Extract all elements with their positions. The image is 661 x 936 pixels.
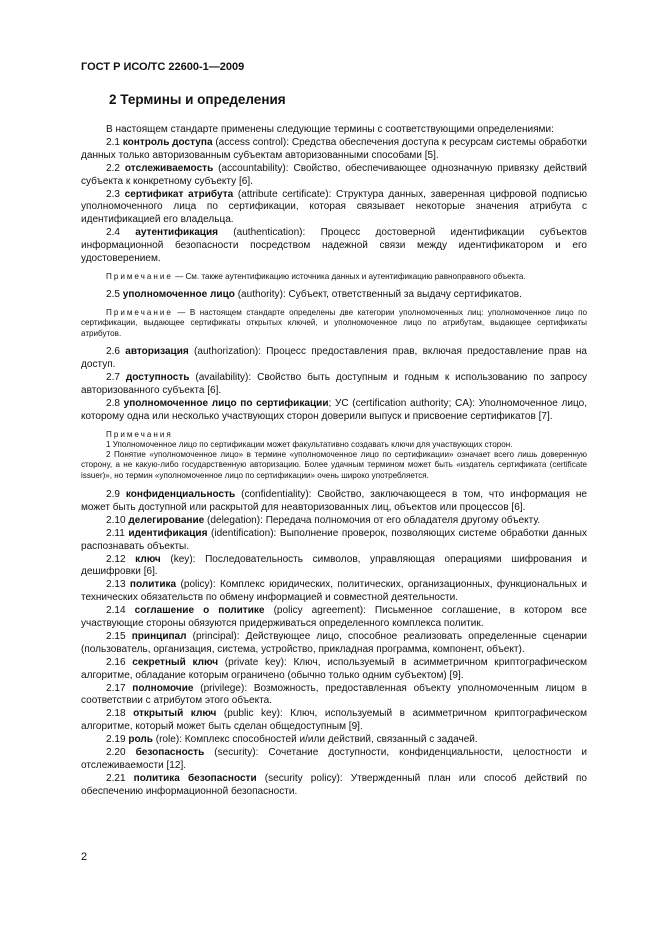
term-2-19: 2.19 роль (role): Комплекс способностей и/или действий, связанный с задачей. <box>106 734 478 746</box>
note-2-5: Примечание — В настоящем стандарте определены две категории уполномоченных лиц: уполномоченное лицо по сертификации, выдающее сертификаты открытых ключей, и уполномоченное лицо по атрибутам, выдающее сертификаты атрибутов. <box>81 308 587 338</box>
term-2-3: 2.3 сертификат атрибута (attribute certificate): Структура данных, заверенная цифровой подписью уполномоченного лица по сертификации, которая связывает некоторые значения атрибута с идентификацией его владельца. <box>81 188 587 226</box>
section-title: 2 Термины и определения <box>109 92 286 107</box>
note-2-4: Примечание — См. также аутентификацию источника данных и аутентификацию равноправного объекта. <box>106 271 526 281</box>
term-2-9: 2.9 конфиденциальность (confidentiality): Свойство, заключающееся в том, что информация не может быть доступной или раскрытой для неавторизованных лиц, объектов или процессов [6]. <box>81 488 588 513</box>
note-2-8-1: 1 Уполномоченное лицо по сертификации может факультативно создавать ключи для участвующих сторон. <box>106 439 513 449</box>
term-2-5: 2.5 уполномоченное лицо (authority): Субъект, ответственный за выдачу сертификатов. <box>106 289 522 301</box>
intro-paragraph: В настоящем стандарте применены следующие термины с соответствующими определениями: <box>106 124 554 135</box>
term-2-13: 2.13 политика (policy): Комплекс юридических, политических, организационных, функциональных и технических обязательств по обмену информацией и совместной деятельности. <box>81 579 587 604</box>
term-2-10: 2.10 делегирование (delegation): Передача полномочия от его обладателя другому объекту. <box>106 514 541 526</box>
term-2-21: 2.21 политика безопасности (security policy): Утвержденный план или способ действий по обеспечению информационной безопасности. <box>81 772 587 797</box>
page-number: 2 <box>81 851 88 863</box>
notes-label: Примечания <box>106 429 173 439</box>
term-2-14: 2.14 соглашение о политике (policy agreement): Письменное соглашение, в котором все участвующие стороны обязуются придерживаться определенного комплекса политик. <box>81 605 587 630</box>
term-2-15: 2.15 принципал (principal): Действующее лицо, способное реализовать определенные сценарии (пользователь, организация, система, устройство, прикладная программа, компонент, объект). <box>81 630 587 655</box>
term-2-7: 2.7 доступность (availability): Свойство быть доступным и годным к использованию по запросу авторизованного субъекта [6]. <box>81 371 588 396</box>
term-2-1: 2.1 контроль доступа (access control): Средства обеспечения доступа к ресурсам системы обработки данных только авторизованным субъектам авторизованными способами [5]. <box>81 136 588 161</box>
term-2-8: 2.8 уполномоченное лицо по сертификации; УС (certification authority; CA): Уполномоченное лицо, которому одна или несколько участвующих сторон доверили выпуск и присвоение сертификатов [7]. <box>81 397 587 422</box>
term-2-11: 2.11 идентификация (identification): Выполнение проверок, позволяющих системе обработки данных распознавать объекты. <box>81 527 587 552</box>
note-2-8-2: 2 Понятие «уполномоченное лицо» в термине «уполномоченное лицо по сертификации» означает всего лишь доверенную сторону, а не какую-либо государственную авторизацию. Более удачным термином может быть «издатель сертификата (certificate issuer)», но термин «уполномоченное лицо по сертификации» очень широко употребляется. <box>81 450 587 480</box>
term-2-18: 2.18 открытый ключ (public key): Ключ, используемый в асимметричном криптографическом алгоритме, который может быть сделан общедоступным [9]. <box>81 708 588 733</box>
term-2-6: 2.6 авторизация (authorization): Процесс предоставления прав, включая предоставление прав на доступ. <box>81 346 587 370</box>
document-body <box>81 124 587 799</box>
notes-2-8 <box>81 430 587 481</box>
term-2-4: 2.4 аутентификация (authentication): Процесс достоверной идентификации субъектов информационной безопасности посредством надежной связи между идентификатором и его удостоверением. <box>81 227 587 265</box>
term-2-2: 2.2 отслеживаемость (accountability): Свойство, обеспечивающее однозначную привязку действий субъекта к конкретному субъекту [6]. <box>81 162 587 187</box>
term-2-17: 2.17 полномочие (privilege): Возможность, предоставленная объекту уполномоченным лицом в соответствии с атрибутом этого объекта. <box>81 682 587 707</box>
term-2-12: 2.12 ключ (key): Последовательность символов, управляющая операциями шифрования и дешифровки [6]. <box>81 553 587 578</box>
term-2-20: 2.20 безопасность (security): Сочетание доступности, конфиденциальности, целостности и отслеживаемости [12]. <box>81 747 587 772</box>
term-2-16: 2.16 секретный ключ (private key): Ключ, используемый в асимметричном криптографическом алгоритме, обладание которым ограничено (обычно только одним субъектом) [9]. <box>81 656 587 681</box>
document-header: ГОСТ Р ИСО/ТС 22600-1—2009 <box>81 61 245 73</box>
